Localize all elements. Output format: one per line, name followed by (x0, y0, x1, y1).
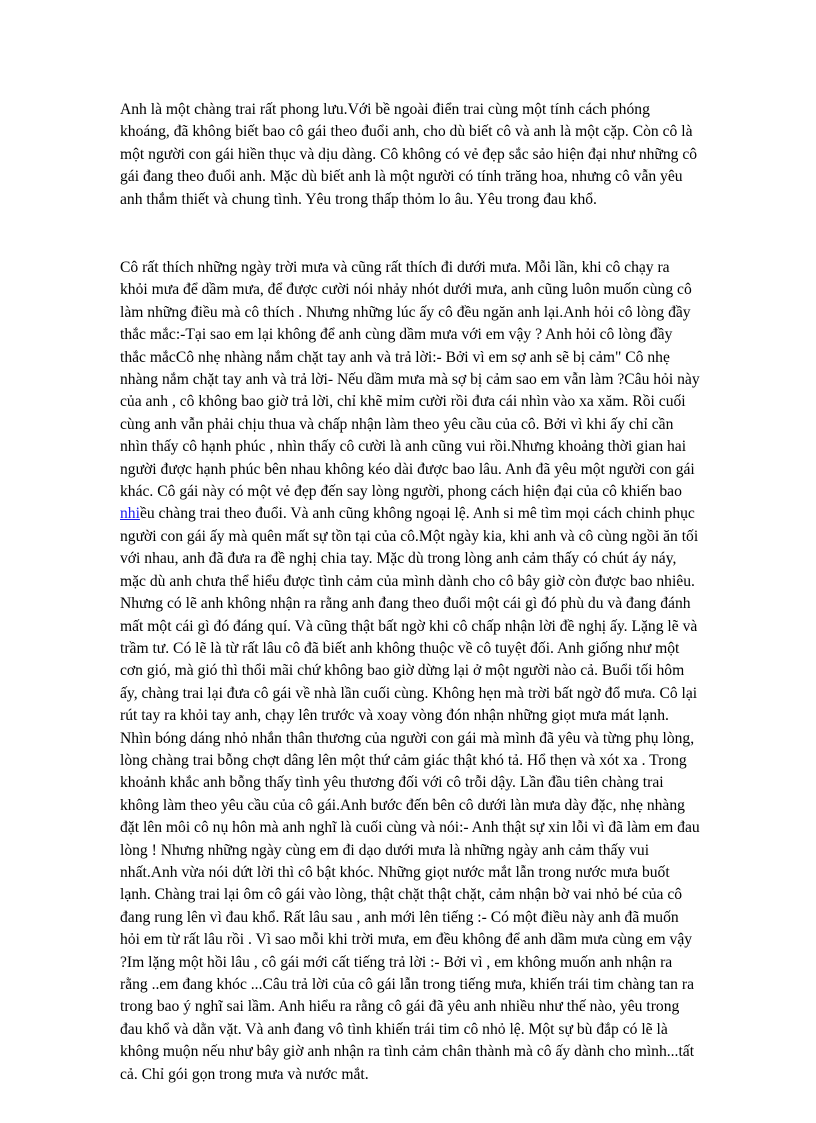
story-intro-paragraph (120, 99, 700, 211)
story-main-paragraph (120, 257, 700, 1086)
intro-text: Anh là một chàng trai rất phong lưu.Với bề ngoài điển trai cùng một tính cách phóng khoáng, đã không biết bao cô gái theo đuổi anh, cho dù biết cô và anh là một cặp. Còn cô là một người con gái hiền thục và dịu dàng. Cô không có vẻ đẹp sắc sảo hiện đại như những cô gái đang theo đuổi anh. Mặc dù biết anh là một người có tính trăng hoa, nhưng cô vẫn yêu anh thắm thiết và chung tình. Yêu trong thấp thỏm lo âu. Yêu trong đau khổ. (120, 101, 698, 208)
main-text-part-2: ều chàng trai theo đuổi. Và anh cũng không ngoại lệ. Anh si mê tìm mọi cách chinh phục người con gái ấy mà quên mất sự tồn tại của cô.Một ngày kia, khi anh và cô cùng ngồi ăn tối với nhau, anh đã đưa ra đề nghị chia tay. Mặc dù trong lòng anh cảm thấy có chút áy náy, mặc dù anh chưa thể hiểu được tình cảm của mình dành cho cô bây giờ còn được bao nhiêu. Nhưng có lẽ anh không nhận ra rằng anh đang theo đuổi một cái gì đó phù du và đang đánh mất một cái gì đó đáng quí. Và cũng thật bất ngờ khi cô chấp nhận lời đề nghị ấy. Lặng lẽ và trầm tư. Có lẽ là từ rất lâu cô đã biết anh không thuộc về cô tuyệt đối. Anh giống như một cơn gió, mà gió thì thổi mãi chứ không bao giờ dừng lại ở một người nào cả. Buổi tối hôm ấy, chàng trai lại đưa cô gái về nhà lần cuối cùng. Không hẹn mà trời bất ngờ đổ mưa. Cô lại rút tay ra khỏi tay anh, chạy lên trước và xoay vòng đón nhận những giọt mưa mát lạnh. Nhìn bóng dáng nhỏ nhắn thân thương của người con gái mà mình đã yêu và từng phụ lòng, lòng chàng trai bỗng chợt dâng lên một thứ cảm giác thật khó tả. Hổ thẹn và xót xa . Trong khoảnh khắc anh bỗng thấy tình yêu thương đối với cô trỗi dậy. Lần đầu tiên chàng trai không làm theo yêu cầu của cô gái.Anh bước đến bên cô dưới làn mưa dày đặc, nhẹ nhàng đặt lên môi cô nụ hôn mà anh nghĩ là cuối cùng và nói:- Anh thật sự xin lỗi vì đã làm em đau lòng ! Nhưng những ngày cùng em đi dạo dưới mưa là những ngày anh cảm thấy vui nhất.Anh vừa nói dứt lời thì cô bật khóc. Những giọt nước mắt lẫn trong nước mưa buốt lạnh. Chàng trai lại ôm cô gái vào lòng, thật chặt thật chặt, cảm nhận bờ vai nhỏ bé của cô đang rung lên vì đau khổ. Rất lâu sau , anh mới lên tiếng :- Có một điều này anh đã muốn hỏi em từ rất lâu rồi . Vì sao mỗi khi trời mưa, em đều không để anh dầm mưa cùng em vậy ?Im lặng một hồi lâu , cô gái mới cất tiếng trả lời :- Bởi vì , em không muốn anh nhận ra rằng ..em đang khóc ...Câu trả lời của cô gái lẫn trong tiếng mưa, khiến trái tim chàng tan ra trong bao ý nghĩ sai lầm. Anh hiểu ra rằng cô gái đã yêu anh nhiều như thế nào, yêu trong đau khổ và dằn vặt. Và anh đang vô tình khiến trái tim cô nhỏ lệ. Một sự bù đắp có lẽ là không muộn nếu như bây giờ anh nhận ra tình cảm chân thành mà cô ấy dành cho mình...tất cả. Chỉ gói gọn trong mưa và nước mắt. (120, 505, 700, 1083)
hyperlink-nhi[interactable]: nhi (120, 505, 140, 523)
main-text-part-1: Cô rất thích những ngày trời mưa và cũng rất thích đi dưới mưa. Mỗi lần, khi cô chạy ra khỏi mưa để dầm mưa, để được cười nói nhảy nhót dưới mưa, anh cũng luôn muốn cùng cô làm những điều mà cô thích . Nhưng những lúc ấy cô đều ngăn anh lại.Anh hỏi cô lòng đầy thắc mắc:-Tại sao em lại không để anh cùng dầm mưa với em vậy ? Anh hỏi cô lòng đầy thắc mắcCô nhẹ nhàng nắm chặt tay anh và trả lời:- Bởi vì em sợ anh sẽ bị cảm" Cô nhẹ nhàng nắm chặt tay anh và trả lời- Nếu dầm mưa mà sợ bị cảm sao em vẫn làm ?Câu hỏi này của anh , cô không bao giờ trả lời, chỉ khẽ mỉm cười rồi đưa cái nhìn vào xa xăm. Rồi cuối cùng anh vẫn phải chịu thua và chấp nhận làm theo yêu cầu của cô. Bởi vì khi ấy chỉ cần nhìn thấy cô hạnh phúc , nhìn thấy cô cười là anh cũng vui rồi.Nhưng khoảng thời gian hai người được hạnh phúc bên nhau không kéo dài được bao lâu. Anh đã yêu một người con gái khác. Cô gái này có một vẻ đẹp đến say lòng người, phong cách hiện đại của cô khiến bao (120, 259, 700, 501)
